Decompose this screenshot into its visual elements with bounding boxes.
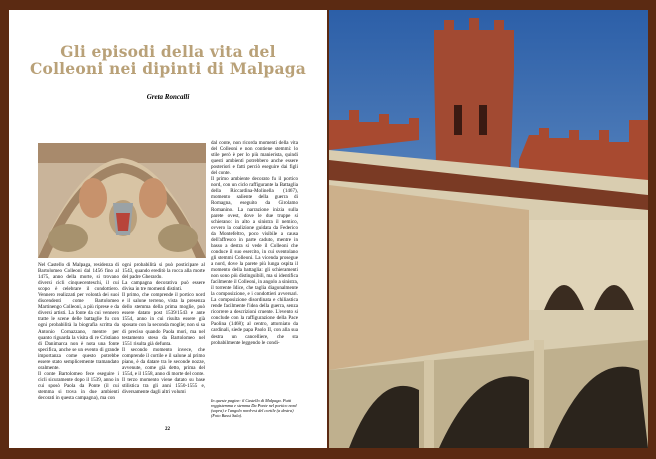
text-column-2	[122, 262, 205, 395]
castle-photo	[329, 10, 648, 448]
author: Greta Roncalli	[146, 93, 190, 101]
paragraph: dal conte, non ricorda momenti della vita del Colleoni e non contiene stemmi: lo stile però è per lo più manierista, quindi questi ambienti potrebbero anche essere posteriori e fatti perciò eseguire dai figli del conte.	[211, 140, 298, 177]
photo-caption: In queste pagine: il Castello di Malpaga. Putti reggistemma e stemma Da Ponte nel portico nord (sopra) e l'angolo nord-est del cortile (a destra) (Foto Bassi Sala).	[211, 398, 297, 418]
left-page	[9, 10, 327, 448]
text-column-1	[38, 262, 119, 401]
page-number: 22	[165, 427, 170, 432]
paragraph: La campagna decorativa può essere divisa in tre momenti distinti.	[122, 280, 205, 293]
fresco-photo	[38, 143, 206, 258]
paragraph: Il primo ambiente decorato fu il portico nord, con un ciclo raffigurante la Battaglia della Riccardina-Molinella (1467), momento saliente della guerra di Romagna, eseguito da Girolamo Romanino. La narrazione inizia sulla parete ovest, dove le due truppe si schierano: in alto a sinistra il nemico, ovvero la coalizione guidata da Federico da Montefeltro, poco visibile a causa dell'affresco in parte caduto, mentre in basso a destra si vede il Colleoni che conduce il suo esercito, in cui sventolano gli stemmi Colleoni. La vicenda prosegue a nord, dove la parete più lunga ospita il momento della battaglia: gli schieramenti non sono più distinguibili, ma si identifica facilmente il Colleoni, in angolo a sinistra, il torrente Idice, che taglia diagonalmente la composizione, e i condottieri avversari. La composizione disordinata e chiliastica rende facilmente l'idea della guerra, senza ricorrere a descrizioni cruente. L'evento si conclude con la raffigurazione della Pace Paolina (1468); al centro, attorniato da cardinali, siede papa Paolo II, con alla sua destra un cancelliere, che sta probabilmente leggendo le condi-	[211, 176, 298, 346]
paragraph: Il terzo momento viene datato su base stilistica tra gli anni 1550-1555 e, diversamente dagli altri volumi	[122, 376, 205, 395]
paragraph: Nel Castello di Malpaga, residenza di Bartolomeo Colleoni dal 1456 fino al 1475, anno della morte, si trovano diversi cicli cinquecenteschi, il cui scopo è celebrare il condottiero. Vennero realizzati per volontà dei suoi discendenti come Bartolomeo Martinengo Colleoni, a più riprese e da diversi artisti. La fonte da cui vennero tratte le scene delle battaglie fu con ogni probabilità la biografia scritta da Antonio Cornazzano, mentre per quanto riguarda la visita di re Cristiano di Danimarca non è nota una fonte specifica, anche se un evento di grande importanza come questo potrebbe essere stato semplicemente tramandato oralmente.	[38, 262, 119, 371]
paragraph: Il primo, che comprende il portico nord e il salone terreno, vista la presenza dello stemma della prima moglie, può essere datato post 1539/1543 e ante 1554, anno in cui risulta essere già sposato con la seconda moglie; non si sa di preciso quando Paola morì, ma nel testamento steso da Bartolomeo nel 1551 risulta già defunta.	[122, 292, 205, 347]
article-title	[9, 43, 327, 77]
paragraph: ogni probabilità si può posticipare al 1543, quando ereditò la rocca alla morte del padre Gherardo.	[122, 262, 205, 281]
paragraph: Il secondo momento invece, che comprende il cortile e il salone al primo piano, è da datare tra le seconde nozze, avvenute, come già detto, prima del 1554, e il 1558, anno di morte del conte.	[122, 346, 205, 377]
paragraph: Il conte Bartolomeo fece eseguire i cicli sicuramente dopo il 1539, anno in cui sposò Paola da Ponte (il cui stemma si trova in due ambienti decorati in questa campagna), ma con	[38, 370, 119, 402]
text-column-3	[211, 140, 298, 346]
title-line-2: Colleoni nei dipinti di Malpaga	[30, 59, 306, 78]
title-line-1: Gli episodi della vita del	[60, 42, 276, 61]
